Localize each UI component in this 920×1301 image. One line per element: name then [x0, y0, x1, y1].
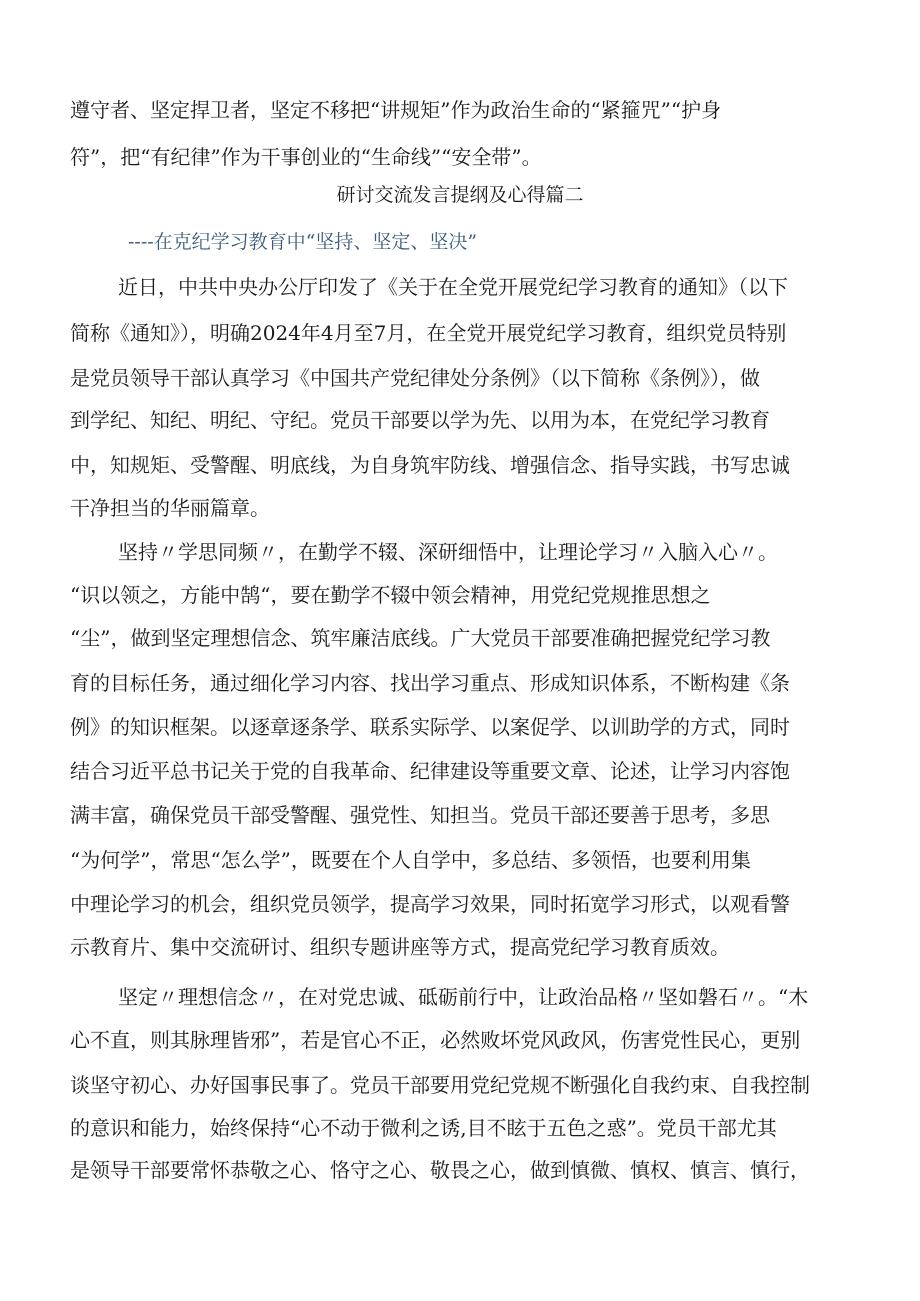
paragraph-2-line-10: 示教育片、集中交流研讨、组织专题讲座等方式，提高党纪学习教育质效。: [70, 935, 730, 959]
paragraph-1-line-3: 是党员领导干部认真学习《中国共产党纪律处分条例》（以下简称《条例》），做: [70, 366, 760, 390]
section-subtitle: ----在克纪学习教育中“坚持、坚定、坚决”: [128, 231, 478, 253]
paragraph-3-line-2: 心不直，则其脉理皆邪”，若是官心不正，必然败坏党风政风，伤害党性民心，更别: [70, 1028, 801, 1052]
paragraph-2-line-6: 结合习近平总书记关于党的自我革命、纪律建设等重要文章、论述，让学习内容饱: [70, 759, 790, 783]
intro-line-1: 遵守者、坚定捍卫者，坚定不移把“讲规矩”作为政治生命的“紧箍咒”“护身: [70, 98, 722, 122]
paragraph-2-line-4: 育的目标任务，通过细化学习内容、找出学习重点、形成知识体系，不断构建《条: [70, 671, 790, 695]
paragraph-1-line-1: 近日，中共中央办公厅印发了《关于在全党开展党纪学习教育的通知》（以下: [118, 275, 788, 299]
paragraph-2-line-1: 坚持〃学思同频〃，在勤学不辍、深研细悟中，让理论学习〃入脑入心〃。: [118, 540, 778, 564]
paragraph-2-line-5: 例》的知识框架。以逐章逐条学、联系实际学、以案促学、以训助学的方式，同时: [70, 715, 790, 739]
paragraph-3-line-1: 坚定〃理想信念〃，在对党忠诚、砥砺前行中，让政治品格〃坚如磐石〃。“木: [118, 985, 809, 1009]
paragraph-1-line-5: 中，知规矩、受警醒、明底线，为自身筑牢防线、增强信念、指导实践，书写忠诚: [70, 453, 790, 477]
paragraph-3-line-3: 谈坚守初心、办好国事民事了。党员干部要用党纪党规不断强化自我约束、自我控制: [70, 1073, 810, 1097]
paragraph-3-line-4: 的意识和能力，始终保持“心不动于微利之诱,目不眩于五色之惑”。党员干部尤其: [70, 1116, 777, 1140]
paragraph-2-line-9: 中理论学习的机会，组织党员领学，提高学习效果，同时拓宽学习形式，以观看警: [70, 892, 790, 916]
paragraph-3-line-5: 是领导干部要常怀恭敬之心、恪守之心、敬畏之心，做到慎微、慎权、慎言、慎行，: [70, 1158, 810, 1182]
paragraph-1-line-4: 到学纪、知纪、明纪、守纪。党员干部要以学为先、以用为本，在党纪学习教育: [70, 408, 770, 432]
paragraph-1-line-6: 干净担当的华丽篇章。: [70, 496, 270, 520]
paragraph-2-line-3: “尘”，做到坚定理想信念、筑牢廉洁底线。广大党员干部要准确把握党纪学习教: [70, 626, 771, 650]
paragraph-2-line-2: “识以领之，方能中鹄“，要在勤学不辍中领会精神，用党纪党规推思想之: [70, 583, 711, 607]
intro-line-2: 符”，把“有纪律”作为干事创业的“生命线”“安全带”。: [70, 145, 542, 169]
paragraph-2-line-7: 满丰富，确保党员干部受警醒、强党性、知担当。党员干部还要善于思考，多思: [70, 803, 770, 827]
section-title: 研讨交流发言提纲及心得篇二: [336, 184, 584, 206]
paragraph-2-line-8: “为何学”，常思“怎么学”，既要在个人自学中，多总结、多领悟，也要利用集: [70, 848, 751, 872]
paragraph-1-line-2: 简称《通知》），明确2024年4月至7月，在全党开展党纪学习教育，组织党员特别: [70, 321, 787, 345]
